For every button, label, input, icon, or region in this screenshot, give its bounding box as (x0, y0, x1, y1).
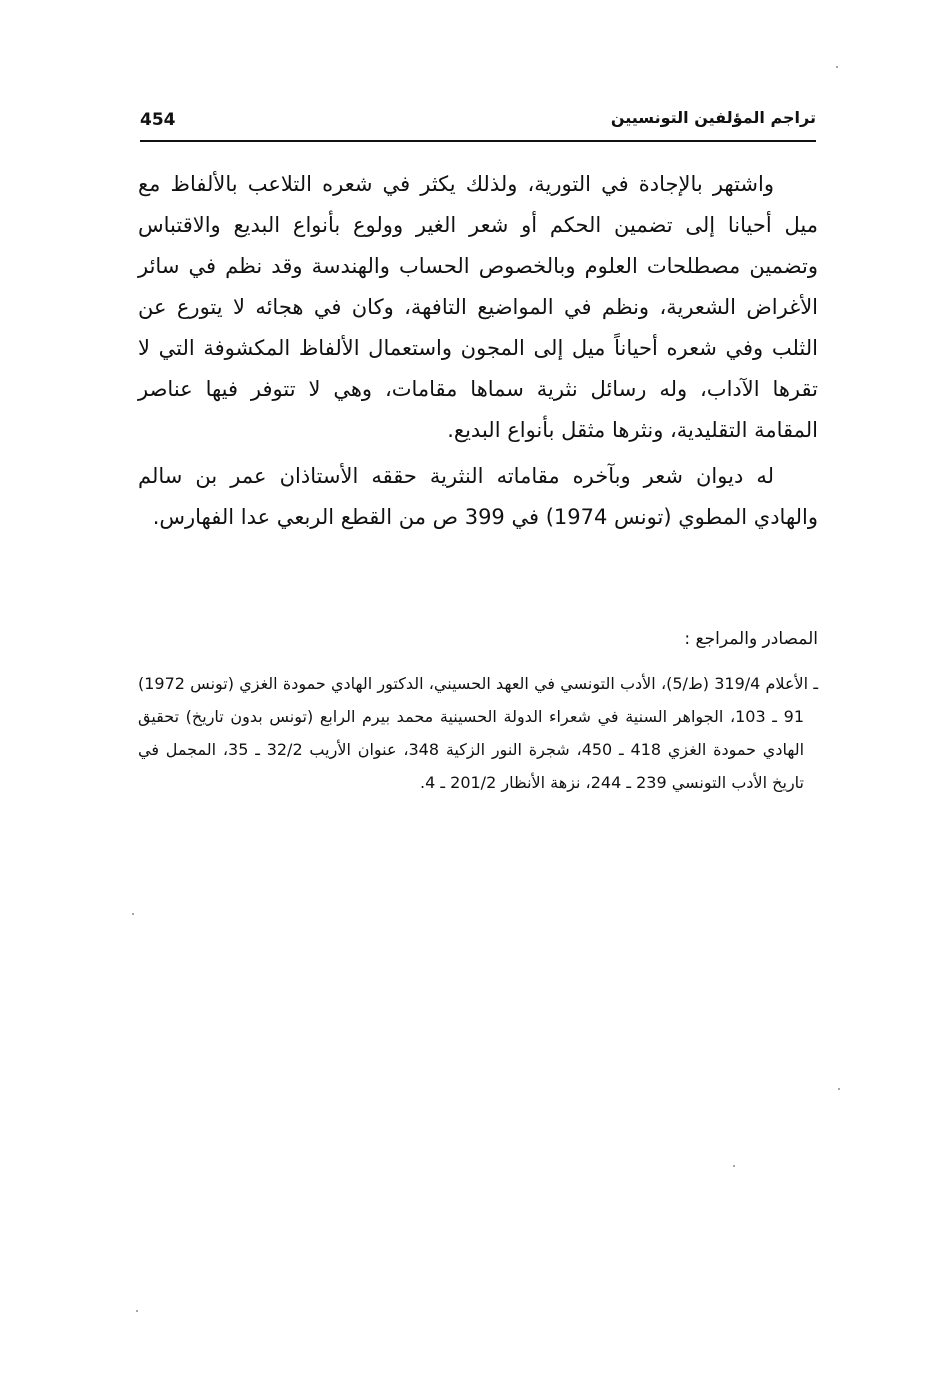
book-title: تراجم المؤلفين التونسيين (610, 108, 816, 127)
header-rule (140, 140, 816, 142)
sources-list (138, 667, 818, 799)
body-paragraph-1: واشتهر بالإجادة في التورية، ولذلك يكثر في شعره التلاعب بالألفاظ مع ميل أحيانا إلى تضمين الحكم أو شعر الغير وولوع بأنواع البديع والاقتباس وتضمين مصطلحات العلوم وبالخصوص الحساب والهندسة وقد نظم في سائر الأغراض الشعرية، ونظم في المواضيع التافهة، وكان في هجائه لا يتورع عن الثلب وفي شعره أحياناً ميل إلى المجون واستعمال الألفاظ المكشوفة التي لا تقرها الآداب، وله رسائل نثرية سماها مقامات، وهي لا تتوفر فيها عناصر المقامة التقليدية، ونثرها مثقل بأنواع البديع. (138, 172, 818, 442)
scan-speck (733, 1165, 735, 1167)
running-header (140, 106, 816, 136)
sources-entry: ـ الأعلام 319/4 (ط/5)، الأدب التونسي في العهد الحسيني، الدكتور الهادي حمودة الغزي (تونس 1972) 91 ـ 103، الجواهر السنية في شعراء الدولة الحسينية محمد بيرم الرابع (تونس بدون تاريخ) تحقيق الهادي حمودة الغزي 418 ـ 450، شجرة النور الزكية 348، عنوان الأريب 32/2 ـ 35، المجمل في تاريخ الأدب التونسي 239 ـ 244، نزهة الأنظار 201/2 ـ 4. (138, 674, 819, 792)
scan-speck (136, 1310, 138, 1312)
scan-speck (838, 1088, 840, 1090)
page-number: 454 (140, 110, 176, 130)
scan-speck (132, 913, 134, 915)
sources-heading: المصادر والمراجع : (684, 629, 818, 649)
body-paragraph-2: له ديوان شعر وبآخره مقاماته النثرية حققه الأستاذان عمر بن سالم والهادي المطوي (تونس 1974) في 399 ص من القطع الربعي عدا الفهارس. (138, 464, 818, 529)
scan-speck (836, 66, 838, 68)
